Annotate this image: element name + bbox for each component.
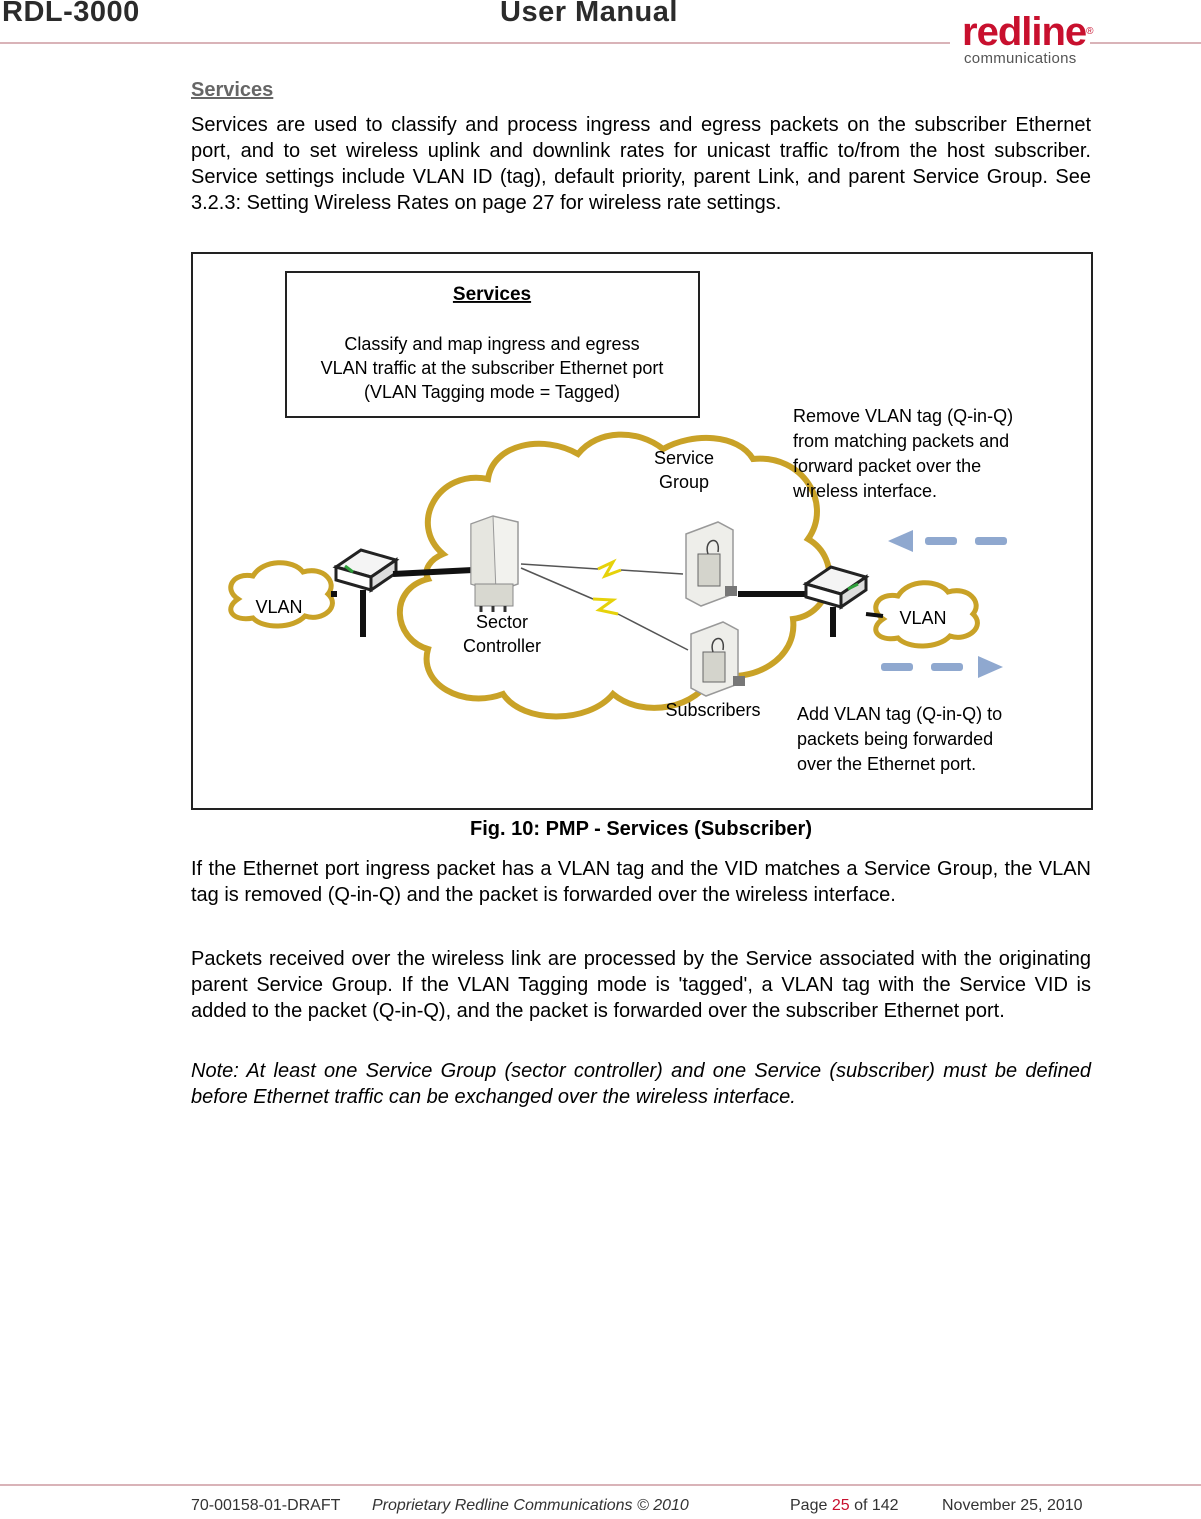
remove-tag-text: from matching packets and <box>793 431 1010 451</box>
add-tag-text: over the Ethernet port. <box>797 754 977 774</box>
vlan-right-label: VLAN <box>899 608 947 628</box>
service-group-label: Group <box>658 472 710 492</box>
sector-controller-label: Sector <box>475 612 529 632</box>
header-rule <box>0 42 950 44</box>
note-paragraph: Note: At least one Service Group (sector controller) and one Service (subscriber) must be defined before Ethernet traffic can be exchanged over the wireless interface. <box>191 1060 1091 1108</box>
services-box-line: (VLAN Tagging mode = Tagged) <box>363 382 621 402</box>
header-doc-type: User Manual <box>500 0 678 28</box>
vlan-left-label: VLAN <box>255 597 303 617</box>
footer-rule <box>0 1484 1201 1486</box>
sector-controller-label: Controller <box>462 636 542 656</box>
add-tag-text: packets being forwarded <box>797 729 994 749</box>
footer-page-label: Page <box>790 1497 828 1514</box>
logo-sub-text: communications <box>964 50 1077 67</box>
footer-date: November 25, 2010 <box>942 1497 1083 1514</box>
remove-tag-text: wireless interface. <box>793 481 938 501</box>
logo-registered-mark: ® <box>1086 26 1093 37</box>
subscriber-device-2 <box>691 622 745 696</box>
figure-services-diagram <box>191 252 1093 810</box>
logo-main-text: redline <box>962 10 1087 54</box>
paragraph-wireless-received: Packets received over the wireless link are processed by the Service associated with the originating parent Service Group. If the VLAN Tagging mode is 'tagged', a VLAN tag with the Service VID is added to the packet (Q-in-Q), and the packet is forwarded over the subscriber Ethernet port. <box>191 948 1091 1022</box>
paragraph-vlan-ingress: If the Ethernet port ingress packet has a VLAN tag and the VID matches a Service Group, the VLAN tag is removed (Q-in-Q) and the packet is forwarded over the wireless interface. <box>191 858 1091 906</box>
services-box-line: Classify and map ingress and egress <box>344 334 640 354</box>
sector-controller-device <box>471 516 518 612</box>
footer-proprietary: Proprietary Redline Communications © 2010 <box>372 1497 689 1514</box>
header-rule-right <box>1090 42 1201 44</box>
services-box-line: VLAN traffic at the subscriber Ethernet port <box>320 358 664 378</box>
remove-tag-text: forward packet over the <box>793 456 982 476</box>
ethernet-link-left <box>393 570 473 574</box>
header-product: RDL-3000 <box>2 0 140 28</box>
service-group-label: Service <box>653 448 715 468</box>
arrow-right-indicator <box>881 656 1003 678</box>
subscriber-device-1 <box>686 522 737 606</box>
intro-paragraph: Services are used to classify and process ingress and egress packets on the subscriber Ethernet port, and to set wireless uplink and downlink rates for unicast traffic to/from the host subscriber. Service settings include VLAN ID (tag), default priority, parent Link, and parent Service Group. See 3.2.3: Setting Wireless Rates on page 27 for wireless rate settings. <box>191 114 1091 214</box>
arrow-left-indicator <box>888 530 1007 552</box>
network-cloud <box>400 435 830 717</box>
add-tag-text: Add VLAN tag (Q-in-Q) to <box>797 704 1003 724</box>
footer-doc-id: 70-00158-01-DRAFT <box>191 1497 341 1514</box>
redline-logo <box>962 12 1093 66</box>
diagram-svg <box>193 254 1091 808</box>
footer-page-number: 25 <box>831 1497 850 1514</box>
subscribers-label: Subscribers <box>665 700 761 720</box>
footer-page-of: of 142 <box>854 1497 899 1514</box>
remove-tag-text: Remove VLAN tag (Q-in-Q) <box>793 406 1014 426</box>
section-title: Services <box>191 79 274 101</box>
switch-left <box>331 550 396 637</box>
services-box-title: Services <box>452 284 532 305</box>
figure-caption: Fig. 10: PMP - Services (Subscriber) <box>470 818 812 840</box>
footer-page <box>790 1497 899 1515</box>
